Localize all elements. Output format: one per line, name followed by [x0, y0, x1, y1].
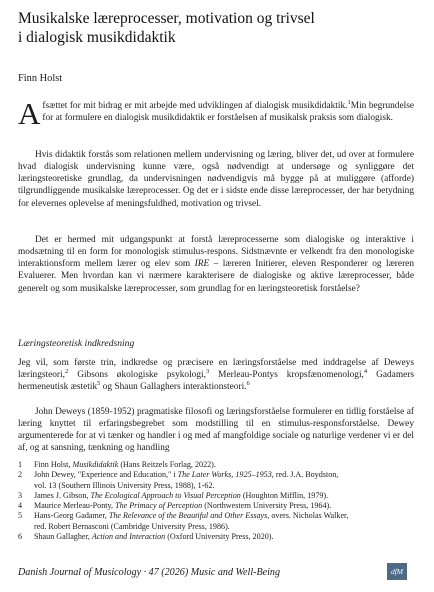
- footnote-post: , red. J.A. Boydston,: [271, 470, 339, 480]
- paragraph-2: Hvis didaktik forstås som relationen mellem undervisning og læring, bliver det, ud over at formulere hvad dialogisk undervisning kunne være, også nødvendigt at undersøge og synliggøre det læringsteoretiske grundlag, da undervisningen nødvendigvis må bygge på at muliggøre (afforde) tilgrundliggende musikalske læreprocesser. Og det er i sidste ende disse læreprocesser, der har betydning for elevernes oplevelse af meningsfuldhed, motivation og trivsel.: [18, 150, 414, 209]
- paragraph-3: [18, 234, 414, 295]
- footnote-title: The Primacy of Perception: [115, 501, 203, 511]
- footnote-title: The Later Works, 1925–1953: [177, 470, 272, 480]
- p4-t2: Gibsons økologiske psykologi,: [68, 370, 206, 381]
- footnote-pre: Hans-Georg Gadamer,: [34, 511, 109, 521]
- footnote: [18, 501, 414, 511]
- footnote-number: 5: [18, 511, 23, 521]
- article-title: [18, 9, 418, 47]
- footnote-text: [34, 532, 274, 542]
- author-name: Finn Holst: [18, 73, 63, 84]
- footnote-post: (Northwestern University Press, 1964).: [202, 501, 332, 511]
- footnote-number: 3: [18, 490, 23, 500]
- footnote-ref-1: 1: [347, 98, 351, 106]
- footnote-post: (Hans Reitzels Forlag, 2022).: [118, 460, 216, 469]
- footnote-pre: John Dewey, "Experience and Education," i: [34, 470, 178, 480]
- footnote-post: (Oxford University Press, 2020).: [165, 532, 274, 542]
- p4-t5: og Shaun Gallaghers interaktionsteori.: [100, 382, 247, 393]
- footnote: [18, 460, 414, 470]
- footnote: [18, 511, 414, 521]
- p3-text-a: Det er hermed mit udgangspunkt at forstå læreprocesserne som dialogiske og interaktive i modsætning til en form for monologisk stimulus-respons. Sidstnævnte er velkendt fra den monologiske interaktionsform mellem lærer og elev som: [18, 235, 414, 270]
- footnote-title: Musikdidaktik: [72, 460, 119, 469]
- footnote-number: 2: [18, 470, 23, 480]
- footnote-text: [34, 511, 348, 521]
- p3-text-b: – læreren Initierer, eleven Responderer og læreren Evaluerer. Men hvordan kan vi nærmere karakterisere de dialogiske og aktive læreprocesser, både generelt og som musikalske læreprocesser, som grundlag for en læringsteoretisk forståelse?: [18, 259, 414, 294]
- paragraph-5: John Deweys (1859-1952) pragmatiske filosofi og læringsforståelse formulerer en tidlig forståelse af læring knyttet til erfaringsbegrebet som modstilling til en stimulus-responsforståelse. Dewey argumenterede for at vi tænker og handler i og med af mangfoldige sociale og naturlige verdener vi er del af, og at sansning, tænkning og handling: [18, 407, 414, 454]
- footnote-ref-6: 6: [246, 380, 250, 388]
- footnote: [18, 491, 414, 501]
- footnote-title: Action and Interaction: [91, 532, 166, 542]
- title-line-2: i dialogisk musikdidaktik: [18, 29, 176, 46]
- p4-t3: Merleau-Pontys kropsfænomenologi,: [209, 370, 364, 381]
- footnote-ref-2: 2: [64, 368, 69, 376]
- p4-t1: Jeg vil, som første trin, indkredse og præcisere en læringsforståelse med inddragelse af Deweys læringsteori,: [18, 358, 414, 381]
- footnote-continuation: red. Robert Bernasconi (Cambridge University Press, 1986).: [34, 521, 230, 531]
- footnote-title: The Relevance of the Beautiful and Other Essays: [108, 511, 268, 521]
- footnote-number: 6: [18, 532, 23, 542]
- ire-term: IRE: [194, 259, 210, 270]
- footnote-continuation: vol. 13 (Southern Illinois University Press, 1988), 1-62.: [34, 480, 215, 490]
- footnote-text: [34, 460, 216, 470]
- footnote-text: [34, 491, 328, 501]
- footnote-text: [34, 470, 338, 480]
- footnote-text: [34, 501, 331, 511]
- footnote-post: , overs. Nicholas Walker,: [267, 511, 349, 521]
- footnote-number: 1: [18, 460, 23, 469]
- footnote-pre: Shaun Gallagher,: [34, 532, 92, 542]
- footnote: [18, 532, 414, 542]
- title-line-1: Musikalske læreprocesser, motivation og trivsel: [18, 10, 315, 27]
- section-heading: Læringsteoretisk indkredsning: [18, 338, 135, 349]
- footnote-ref-3: 3: [205, 368, 210, 376]
- paragraph-4: [18, 357, 414, 393]
- journal-footer: Danish Journal of Musicology · 47 (2026) Music and Well-Being: [18, 567, 281, 578]
- footnote-pre: James J. Gibson,: [34, 490, 91, 500]
- footnote-number: 4: [18, 501, 23, 511]
- footnote: [18, 470, 414, 480]
- footnote-post: (Houghton Mifflin, 1979).: [240, 490, 329, 500]
- footnote-pre: Maurice Merleau-Ponty,: [34, 501, 116, 511]
- journal-logo: dfM: [387, 563, 407, 580]
- p4-t4: Gadamers hermeneutisk æstetik: [18, 370, 414, 393]
- intro-paragraph: [18, 96, 415, 131]
- footnote-ref-4: 4: [363, 368, 368, 376]
- intro-text: fsættet for mit bidrag er mit arbejde med udviklingen af dialogisk musikdidaktik.: [42, 101, 348, 111]
- footnote-ref-5: 5: [97, 380, 101, 388]
- footnote-pre: Finn Holst,: [34, 460, 73, 469]
- footnotes: [18, 460, 414, 542]
- footnote-title: The Ecological Approach to Visual Perception: [90, 490, 241, 500]
- drop-cap: A: [18, 96, 41, 131]
- intro-text-2: Min begrundelse for at formulere en dialogisk musikdidaktik er forståelsen af musikalsk praksis som dialogisk.: [42, 101, 415, 124]
